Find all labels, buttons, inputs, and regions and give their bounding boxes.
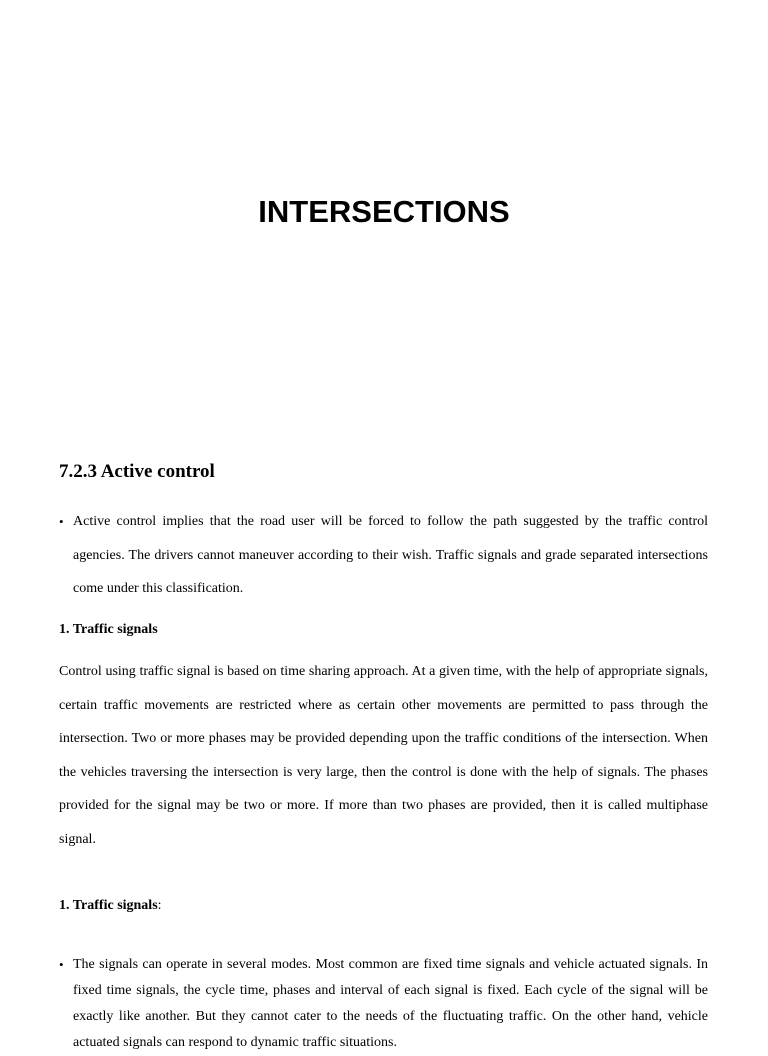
subheading-traffic-signals: 1. Traffic signals (59, 622, 158, 637)
subheading-text: 1. Traffic signals (59, 898, 158, 913)
subheading-traffic-signals-2 (59, 896, 162, 916)
paragraph-traffic-signal-control: Control using traffic signal is based on time sharing approach. At a given time, with the help of appropriate signals, certain traffic movements are restricted where as certain other movements are permitted to pass through the intersection. Two or more phases may be provided depending upon the traffic conditions of the intersection. When the vehicles traversing the intersection is very large, then the control is done with the help of signals. The phases provided for the signal may be two or more. If more than two phases are provided, then it is called multiphase signal. (59, 664, 708, 847)
bullet-item-active-control (59, 505, 708, 606)
subheading-colon: : (157, 898, 162, 913)
bullet-text: The signals can operate in several modes. Most common are fixed time signals and vehicle actuated signals. In fixed time signals, the cycle time, phases and interval of each signal is fixed. Each cycle of the signal will be exactly like another. But they cannot cater to the needs of the fluctuating traffic. On the other hand, vehicle actuated signals can respond to dynamic traffic situations. (73, 957, 708, 1050)
bullet-text: Active control implies that the road user will be forced to follow the path suggested by the traffic control agencies. The drivers cannot maneuver according to their wish. Traffic signals and grade separated intersections come under this classification. (73, 514, 708, 596)
bullet-icon: • (59, 514, 64, 529)
section-heading: 7.2.3 Active control (59, 461, 215, 482)
document-title: INTERSECTIONS (258, 194, 510, 229)
bullet-icon: • (59, 957, 64, 972)
bullet-item-signal-modes (59, 952, 708, 1056)
